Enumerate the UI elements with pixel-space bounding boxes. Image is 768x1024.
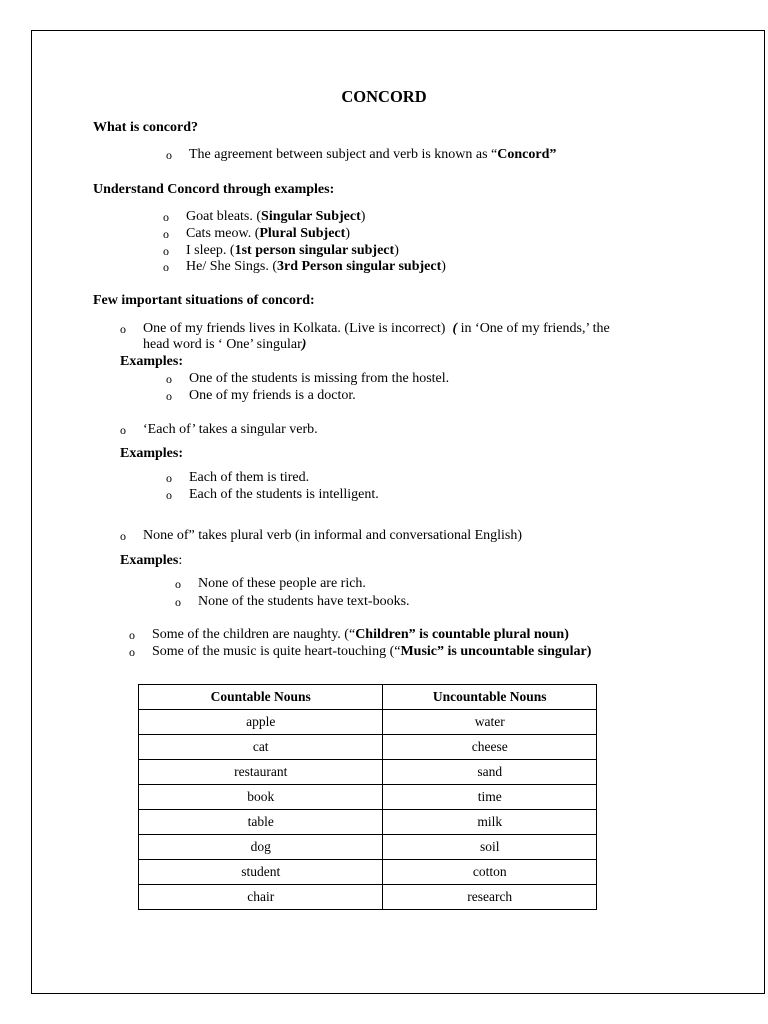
table-row (139, 710, 597, 735)
examples-label: Examples: (120, 553, 183, 568)
table-row (139, 760, 597, 785)
bullet-icon: o (120, 529, 126, 543)
bullet-icon: o (175, 577, 181, 591)
definition-item: The agreement between subject and verb is known as “Concord” (189, 147, 557, 162)
example-item: I sleep. (1st person singular subject) (186, 243, 399, 258)
heading-examples: Understand Concord through examples: (93, 182, 335, 197)
uncountable-cell: cotton (383, 860, 597, 885)
countable-cell: student (139, 860, 383, 885)
each-of-rule: ‘Each of’ takes a singular verb. (143, 422, 318, 437)
uncountable-cell: soil (383, 835, 597, 860)
example-item: One of my friends is a doctor. (189, 388, 356, 403)
table-row (139, 810, 597, 835)
bullet-icon: o (163, 244, 169, 258)
bullet-icon: o (129, 645, 135, 659)
countable-cell: book (139, 785, 383, 810)
example-item: One of the students is missing from the hostel. (189, 371, 450, 386)
bullet-icon: o (166, 389, 172, 403)
bullet-icon: o (129, 628, 135, 642)
examples-label: Examples: (120, 446, 183, 461)
heading-situations: Few important situations of concord: (93, 293, 315, 308)
bullet-icon: o (175, 595, 181, 609)
example-item: None of the students have text-books. (198, 594, 410, 609)
example-item: Cats meow. (Plural Subject) (186, 226, 350, 241)
table-row (139, 785, 597, 810)
table-row (139, 835, 597, 860)
countable-cell: restaurant (139, 760, 383, 785)
countable-cell: table (139, 810, 383, 835)
example-item: Each of the students is intelligent. (189, 487, 379, 502)
example-item: Each of them is tired. (189, 470, 310, 485)
uncountable-cell: research (383, 885, 597, 910)
one-of-rule-line2: head word is ‘ One’ singular) (143, 337, 307, 352)
some-of-item: Some of the children are naughty. (“Children” is countable plural noun) (152, 627, 569, 642)
bullet-icon: o (163, 210, 169, 224)
bullet-icon: o (166, 471, 172, 485)
uncountable-cell: water (383, 710, 597, 735)
bullet-icon: o (166, 148, 172, 162)
header-countable: Countable Nouns (139, 685, 383, 710)
uncountable-cell: milk (383, 810, 597, 835)
table-row (139, 885, 597, 910)
example-item: None of these people are rich. (198, 576, 366, 591)
table-header-row (139, 685, 597, 710)
one-of-rule-line1: One of my friends lives in Kolkata. (Live is incorrect) ( in ‘One of my friends,’ the (143, 321, 610, 336)
page-title: CONCORD (341, 87, 427, 106)
table-row (139, 735, 597, 760)
bullet-icon: o (166, 488, 172, 502)
example-item: Goat bleats. (Singular Subject) (186, 209, 366, 224)
uncountable-cell: cheese (383, 735, 597, 760)
countable-cell: chair (139, 885, 383, 910)
nouns-table (138, 684, 597, 910)
example-item: He/ She Sings. (3rd Person singular subject) (186, 259, 446, 274)
header-uncountable: Uncountable Nouns (383, 685, 597, 710)
uncountable-cell: time (383, 785, 597, 810)
some-of-item: Some of the music is quite heart-touching (“Music” is uncountable singular) (152, 644, 592, 659)
none-of-rule: None of” takes plural verb (in informal and conversational English) (143, 528, 523, 543)
table-row (139, 860, 597, 885)
bullet-icon: o (120, 322, 126, 336)
examples-label: Examples: (120, 354, 183, 369)
uncountable-cell: sand (383, 760, 597, 785)
countable-cell: dog (139, 835, 383, 860)
countable-cell: apple (139, 710, 383, 735)
bullet-icon: o (163, 260, 169, 274)
bullet-icon: o (163, 227, 169, 241)
heading-what-is-concord: What is concord? (93, 120, 198, 135)
bullet-icon: o (120, 423, 126, 437)
countable-cell: cat (139, 735, 383, 760)
bullet-icon: o (166, 372, 172, 386)
